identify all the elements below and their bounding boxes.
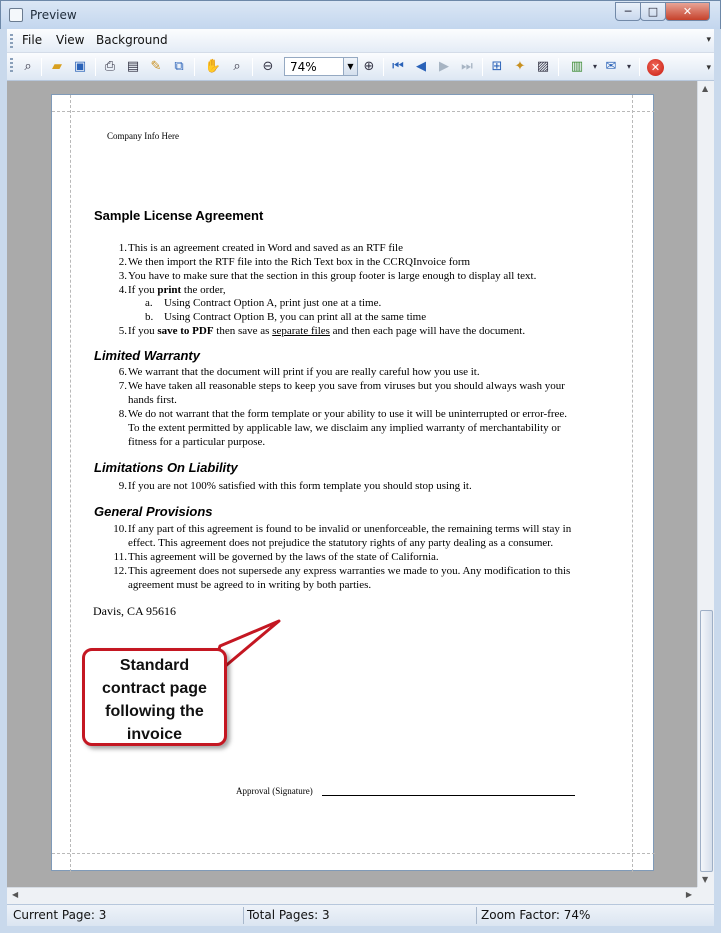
preview-viewport[interactable] bbox=[7, 81, 697, 887]
list-text: To the extent permitted by applicable law, we disclaim any implied warranty of merchantability or bbox=[128, 422, 561, 434]
list-number: 4. bbox=[118, 284, 127, 296]
maximize-button[interactable]: □ bbox=[640, 2, 666, 21]
toolbar-overflow-icon[interactable]: ▾ bbox=[706, 63, 711, 73]
email-dropdown-icon[interactable]: ▾ bbox=[626, 62, 631, 71]
callout-line: Standard bbox=[119, 657, 190, 674]
hand-tool-icon[interactable]: ✋ bbox=[204, 59, 222, 74]
current-page-status: Current Page: 3 bbox=[13, 908, 107, 922]
list-number: 1. bbox=[118, 242, 127, 254]
agreement-title: Sample License Agreement bbox=[94, 208, 264, 223]
text-run: If you bbox=[128, 284, 158, 296]
liability-heading: Limitations On Liability bbox=[94, 460, 238, 475]
callout-line: following the bbox=[105, 703, 204, 720]
find-icon[interactable]: ⌕ bbox=[24, 59, 32, 74]
preview-app-icon bbox=[9, 8, 23, 22]
callout-line: contract page bbox=[102, 680, 207, 697]
list-text: fitness for a particular purpose. bbox=[128, 436, 266, 448]
text-run: then save as bbox=[213, 325, 273, 337]
zoom-value: 74% bbox=[290, 60, 317, 74]
toolbar bbox=[7, 53, 714, 81]
toolbar-separator bbox=[383, 58, 384, 76]
vertical-scroll-thumb[interactable] bbox=[700, 610, 713, 872]
minimize-button[interactable]: ─ bbox=[615, 2, 641, 21]
list-text: If any part of this agreement is found to be invalid or unenforceable, the remaining terms will stay in bbox=[128, 523, 572, 535]
print-icon[interactable]: ⎙ bbox=[104, 59, 116, 74]
edit-document-icon[interactable]: ✎ bbox=[150, 59, 162, 74]
vertical-scrollbar[interactable] bbox=[697, 81, 714, 887]
total-pages-status: Total Pages: 3 bbox=[247, 908, 330, 922]
list-text: You have to make sure that the section in this group footer is large enough to display all text. bbox=[128, 270, 537, 282]
list-number: 10. bbox=[113, 523, 127, 535]
list-number: 5. bbox=[118, 325, 127, 337]
export-icon[interactable]: ⧉ bbox=[174, 59, 184, 74]
next-page-icon[interactable]: ▶ bbox=[439, 59, 449, 74]
sub-list-letter: b. bbox=[145, 311, 154, 323]
list-number: 3. bbox=[118, 270, 127, 282]
close-preview-icon[interactable]: ✕ bbox=[647, 59, 664, 76]
menu-grip-icon[interactable] bbox=[10, 34, 13, 48]
email-icon[interactable]: ✉ bbox=[605, 59, 617, 74]
menu-overflow-icon[interactable]: ▾ bbox=[706, 35, 711, 45]
export-dropdown-icon[interactable]: ▾ bbox=[592, 62, 597, 71]
title-bar bbox=[0, 0, 721, 29]
list-text: This agreement does not supersede any express warranties we made to you. Any modification to this bbox=[128, 565, 571, 577]
first-page-icon[interactable]: ⏮ bbox=[392, 59, 404, 74]
list-number: 12. bbox=[113, 565, 127, 577]
list-text: effect. This agreement does not prejudice the statutory rights of any party dealing as a consumer. bbox=[128, 537, 554, 549]
text-run: If you bbox=[128, 325, 158, 337]
status-divider bbox=[243, 907, 244, 924]
list-text: This agreement will be governed by the laws of the state of California. bbox=[128, 551, 439, 563]
bold-run: print bbox=[157, 284, 182, 296]
page-setup-icon[interactable]: ▤ bbox=[126, 59, 140, 74]
underlined-run: separate files bbox=[272, 325, 330, 337]
list-text: hands first. bbox=[128, 394, 177, 406]
chevron-down-icon[interactable]: ▼ bbox=[343, 58, 357, 75]
warranty-heading: Limited Warranty bbox=[94, 348, 200, 363]
company-info: Company Info Here bbox=[107, 131, 179, 141]
horizontal-scrollbar[interactable] bbox=[7, 887, 697, 904]
list-number: 2. bbox=[118, 256, 127, 268]
toolbar-grip-icon[interactable] bbox=[10, 58, 13, 72]
scroll-up-icon[interactable]: ▲ bbox=[702, 84, 709, 93]
close-button[interactable]: ✕ bbox=[665, 2, 710, 21]
annotation-callout bbox=[82, 648, 227, 746]
sub-list-text: Using Contract Option B, you can print all at the same time bbox=[164, 311, 427, 323]
list-number: 8. bbox=[118, 408, 127, 420]
zoom-factor-status: Zoom Factor: 74% bbox=[481, 908, 591, 922]
sub-list-text: Using Contract Option A, print just one at a time. bbox=[164, 297, 382, 309]
list-number: 6. bbox=[118, 366, 127, 378]
approval-label: Approval (Signature) bbox=[236, 786, 313, 796]
callout-line: invoice bbox=[126, 726, 183, 743]
scroll-left-icon[interactable]: ◀ bbox=[12, 890, 19, 899]
sub-list-letter: a. bbox=[145, 297, 153, 309]
toolbar-separator bbox=[558, 58, 559, 76]
multi-page-icon[interactable]: ⊞ bbox=[491, 59, 503, 74]
zoom-combo[interactable] bbox=[284, 57, 358, 76]
watermark-icon[interactable]: ▨ bbox=[536, 59, 550, 74]
list-number: 7. bbox=[118, 380, 127, 392]
toolbar-separator bbox=[482, 58, 483, 76]
general-heading: General Provisions bbox=[94, 504, 213, 519]
menu-file[interactable]: File bbox=[22, 33, 43, 47]
last-page-icon[interactable]: ⏭ bbox=[461, 59, 473, 74]
menu-background[interactable]: Background bbox=[96, 33, 168, 47]
open-folder-icon[interactable]: ▰ bbox=[52, 59, 62, 74]
list-text: We do not warrant that the form template or your ability to use it will be uninterrupted or error-free. bbox=[128, 408, 568, 420]
list-number: 9. bbox=[118, 480, 127, 492]
company-address: Davis, CA 95616 bbox=[93, 604, 177, 618]
text-run: the order, bbox=[181, 284, 226, 296]
zoom-in-icon[interactable]: ⊕ bbox=[363, 59, 375, 74]
status-bar bbox=[7, 904, 714, 926]
menu-bar bbox=[7, 29, 714, 53]
list-text: If you are not 100% satisfied with this form template you should stop using it. bbox=[128, 480, 472, 492]
bold-run: save to PDF bbox=[157, 325, 214, 337]
list-text: This is an agreement created in Word and saved as an RTF file bbox=[128, 242, 403, 254]
toolbar-separator bbox=[41, 58, 42, 76]
callout-text bbox=[82, 654, 227, 746]
scroll-down-icon[interactable]: ▼ bbox=[702, 875, 709, 884]
window-title: Preview bbox=[30, 8, 77, 22]
toolbar-separator bbox=[194, 58, 195, 76]
zoom-out-icon[interactable]: ⊖ bbox=[262, 59, 274, 74]
scroll-right-icon[interactable]: ▶ bbox=[685, 890, 692, 899]
scrollbar-corner bbox=[697, 887, 714, 904]
list-text: We have taken all reasonable steps to keep you save from viruses but you should always wash your bbox=[128, 380, 565, 392]
status-divider bbox=[476, 907, 477, 924]
list-text: agreement must be agreed to in writing by both parties. bbox=[128, 579, 372, 591]
previous-page-icon[interactable]: ◀ bbox=[416, 59, 426, 74]
export-document-icon[interactable]: ▥ bbox=[570, 59, 584, 74]
save-icon[interactable]: ▣ bbox=[73, 59, 87, 74]
toolbar-separator bbox=[95, 58, 96, 76]
menu-view[interactable]: View bbox=[56, 33, 85, 47]
list-number: 11. bbox=[113, 551, 127, 563]
list-text: We warrant that the document will print if you are really careful how you use it. bbox=[128, 366, 480, 378]
text-run: and then each page will have the document. bbox=[329, 325, 526, 337]
background-icon[interactable]: ✦ bbox=[514, 59, 526, 74]
toolbar-separator bbox=[639, 58, 640, 76]
list-text: We then import the RTF file into the Rich Text box in the CCRQInvoice form bbox=[128, 256, 471, 268]
toolbar-separator bbox=[252, 58, 253, 76]
magnifier-icon[interactable]: ⌕ bbox=[233, 59, 241, 74]
callout-pointer bbox=[7, 81, 697, 887]
